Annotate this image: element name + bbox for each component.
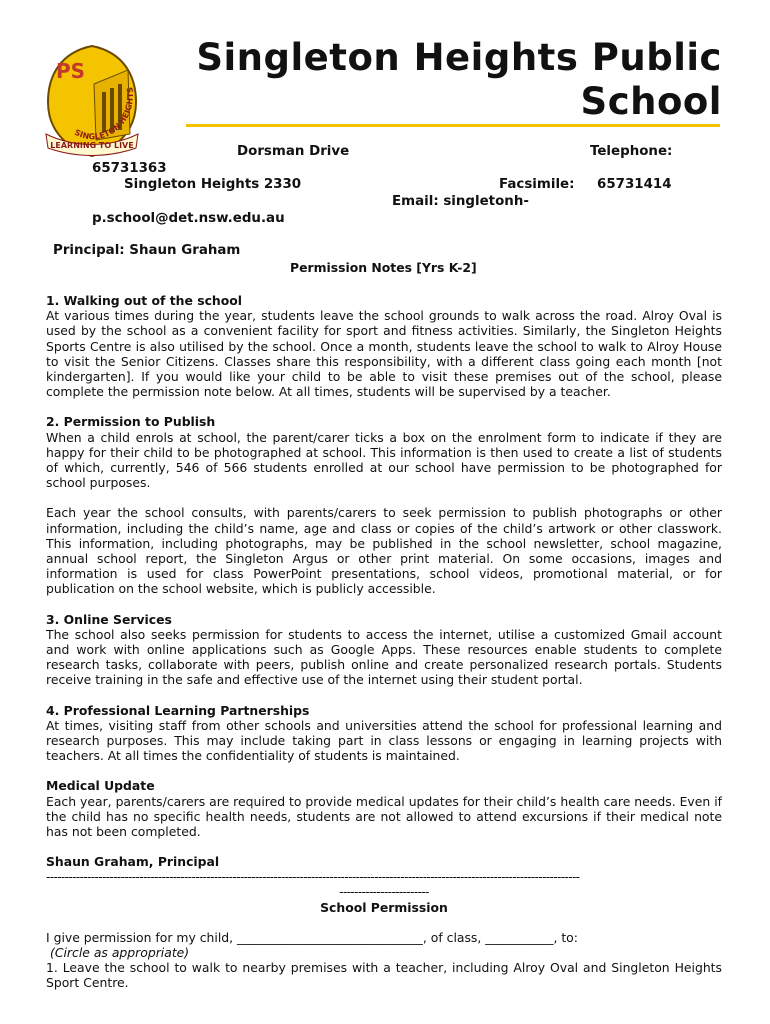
section-paragraph: When a child enrols at school, the parent/carer ticks a box on the enrolment form to indicate if they are happy for their child to be photographed at school. This information is then used to create a list of students of which, currently, 546 of 566 students enrolled at our school have permission to be photographed for school purposes. bbox=[46, 429, 722, 491]
section-heading: 3. Online Services bbox=[46, 611, 172, 627]
section-heading: Medical Update bbox=[46, 778, 155, 794]
email-address: p.school@det.nsw.edu.au bbox=[92, 211, 285, 226]
section-paragraph: Each year the school consults, with parents/carers to seek permission to publish photographs or other information, including the child’s name, age and class or copies of the child’s artwork or other classwork. This information, including photographs, may be published in the school newsletter, school magazine, annual school report, the Singleton Argus or other print material. On some occasions, images and information is used for class PowerPoint presentations, school videos, promotional material, or for publication on the school website, which is publicly accessible. bbox=[46, 505, 722, 597]
school-logo bbox=[44, 44, 140, 158]
logo-ring-text: SINGLETON HEIGHTS bbox=[73, 86, 135, 142]
telephone-label: Telephone: bbox=[590, 144, 673, 159]
principal-line: Principal: Shaun Graham bbox=[53, 243, 241, 258]
permission-statement bbox=[46, 930, 722, 945]
permission-prefix: I give permission for my child, bbox=[46, 929, 238, 945]
notes-body bbox=[46, 293, 722, 991]
section-paragraph: The school also seeks permission for students to access the internet, utilise a customized Gmail account and work with online applications such as Google Apps. These resources enable students to complete research tasks, collaborate with peers, publish online and create personalized research portals. Students receive training in the safe and effective use of the internet using their student portal. bbox=[46, 626, 722, 688]
document-title: Permission Notes [Yrs K-2] bbox=[290, 260, 477, 275]
circle-instruction bbox=[46, 945, 722, 960]
facsimile-number: 65731414 bbox=[597, 177, 672, 192]
title-divider bbox=[186, 124, 720, 127]
signoff: Shaun Graham, Principal bbox=[46, 854, 220, 870]
circle-instruction-text: (Circle as appropriate) bbox=[50, 944, 190, 960]
section-heading: 2. Permission to Publish bbox=[46, 414, 216, 430]
section-paragraph: At times, visiting staff from other schools and universities attend the school for professional learning and research purposes. This may include taking part in class lessons or engaging in learning projects with teachers. At all times the confidentiality of students is maintained. bbox=[46, 717, 722, 764]
address-line2: Singleton Heights 2330 bbox=[124, 177, 302, 192]
tearoff-line: ----------------------------------------------------------------------------------------------------------------------------------------------- bbox=[46, 869, 580, 884]
address-line1: Dorsman Drive bbox=[237, 144, 350, 159]
tearoff-line-short: ------------------------ bbox=[339, 884, 429, 899]
to-label: , to: bbox=[553, 929, 578, 945]
section-paragraph: Each year, parents/carers are required to provide medical updates for their child’s health care needs. Even if the child has no specific health needs, students are not allowed to attend excursions if their medical note has not been completed. bbox=[46, 793, 722, 840]
facsimile-label: Facsimile: bbox=[499, 177, 575, 192]
class-label: , of class, bbox=[422, 929, 486, 945]
school-name-title: Singleton Heights Public School bbox=[196, 36, 722, 123]
section-heading: 4. Professional Learning Partnerships bbox=[46, 702, 310, 718]
telephone-number: 65731363 bbox=[92, 161, 167, 176]
logo-motto: LEARNING TO LIVE bbox=[50, 141, 134, 150]
email-label: Email: singletonh- bbox=[392, 194, 529, 209]
permission-item-1[interactable]: 1. Leave the school to walk to nearby premises with a teacher, including Alroy Oval and Singleton Heights Sport Centre. bbox=[46, 960, 722, 991]
form-title: School Permission bbox=[320, 899, 448, 915]
logo-initials: PS bbox=[56, 59, 86, 83]
child-name-blank[interactable]: ______________________________ bbox=[237, 929, 423, 945]
section-paragraph: At various times during the year, students leave the school grounds to walk across the road. Alroy Oval is used by the school as a convenient facility for sport and fitness activities. Similarly, the Singleton Heights Sports Centre is also utilised by the school. Once a month, students leave the school to walk to Alroy House to visit the Senior Citizens. Classes share this responsibility, with a different class going each month [not kindergarten]. If you would like your child to be able to visit these premises out of the school, please complete the permission note below. At all times, students will be supervised by a teacher. bbox=[46, 308, 722, 400]
class-blank[interactable]: ___________ bbox=[485, 929, 554, 945]
section-heading: 1. Walking out of the school bbox=[46, 293, 243, 308]
